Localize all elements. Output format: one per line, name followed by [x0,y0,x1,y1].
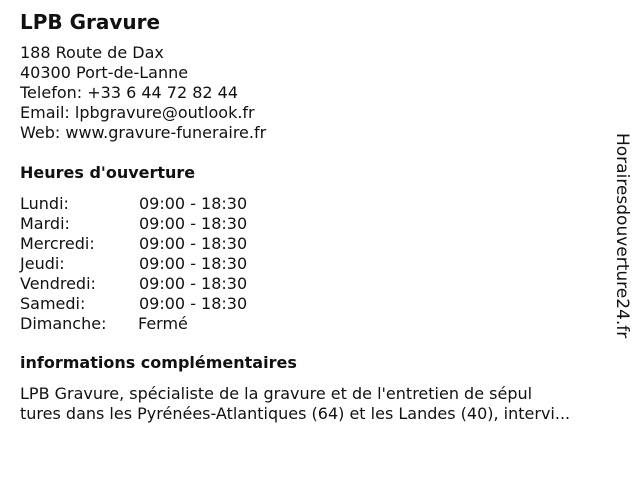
contact-block [20,43,266,143]
web-line[interactable]: Web: www.gravure-funeraire.fr [20,123,267,142]
time-value: 09:00 - 18:30 [139,294,248,313]
day-label: Mardi: [20,214,70,233]
day-label: Lundi: [20,194,69,213]
hours-row-wednesday [20,234,320,254]
time-value: 09:00 - 18:30 [139,194,248,213]
time-value: 09:00 - 18:30 [139,234,248,253]
day-label: Dimanche: [20,314,107,333]
info-line: tures dans les Pyrénées-Atlantiques (64) et les Landes (40), intervi... [20,404,571,423]
hours-row-tuesday [20,214,320,234]
street-address: 188 Route de Dax [20,43,164,62]
time-value: 09:00 - 18:30 [139,214,248,233]
info-line: LPB Gravure, spécialiste de la gravure et de l'entretien de sépul [20,384,533,403]
info-description [20,384,630,424]
time-value: Fermé [138,314,188,333]
day-label: Mercredi: [20,234,95,253]
time-value: 09:00 - 18:30 [139,254,248,273]
hours-row-thursday [20,254,320,274]
site-watermark: Horairesdouverture24.fr [612,133,632,339]
day-label: Vendredi: [20,274,96,293]
phone-line[interactable]: Telefon: +33 6 44 72 82 44 [20,83,239,102]
day-label: Jeudi: [20,254,65,273]
hours-table [20,194,320,334]
email-line[interactable]: Email: lpbgravure@outlook.fr [20,103,255,122]
info-heading: informations complémentaires [20,353,297,372]
hours-row-sunday [20,314,320,334]
time-value: 09:00 - 18:30 [139,274,248,293]
day-label: Samedi: [20,294,86,313]
hours-row-saturday [20,294,320,314]
city-postal: 40300 Port-de-Lanne [20,63,189,82]
hours-heading: Heures d'ouverture [20,163,196,182]
hours-row-friday [20,274,320,294]
hours-row-monday [20,194,320,214]
business-name: LPB Gravure [20,10,161,34]
